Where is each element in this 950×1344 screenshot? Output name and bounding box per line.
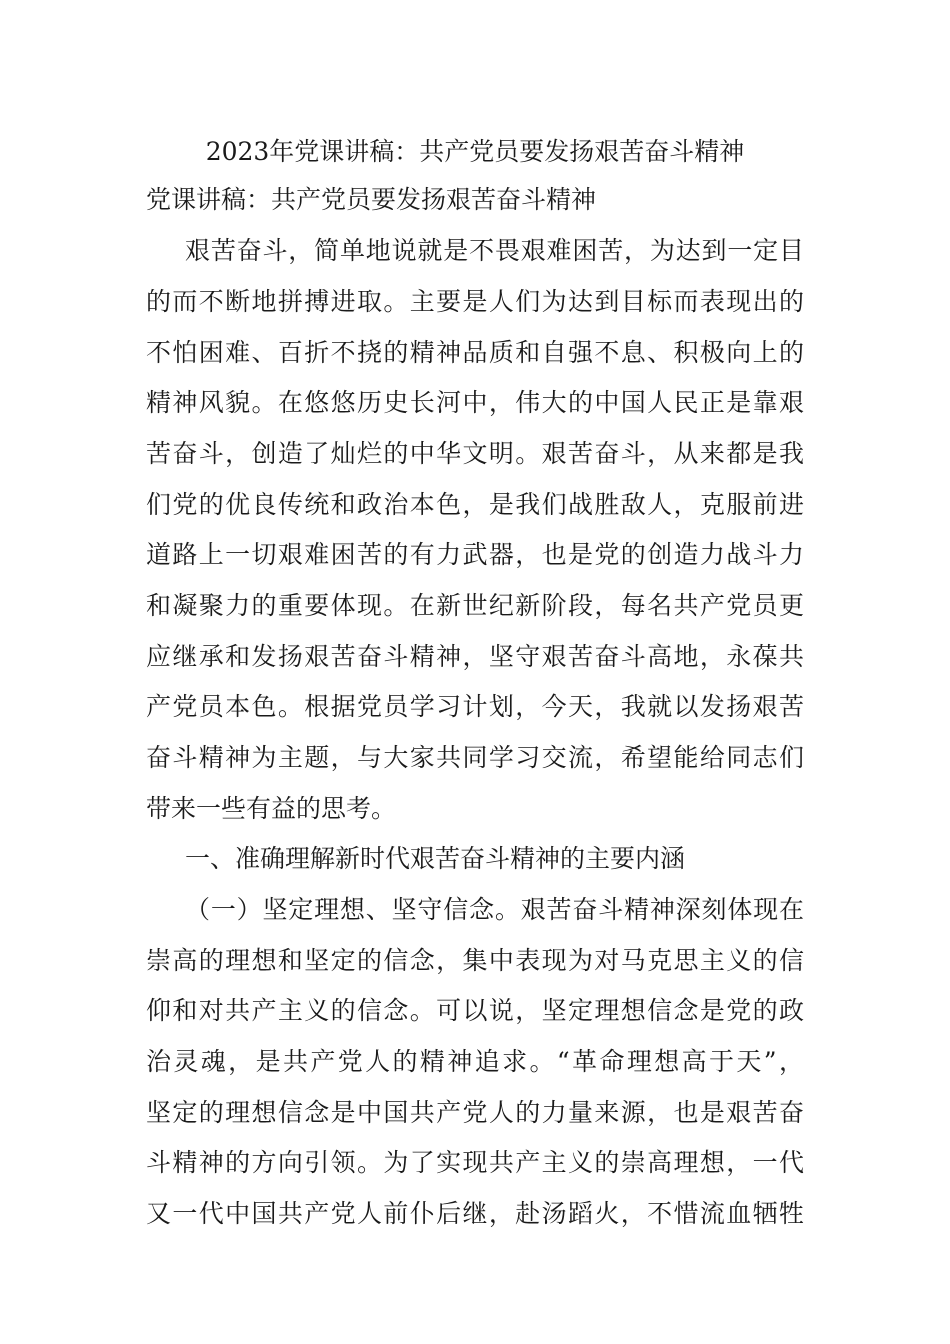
paragraph-line: 仰和对共产主义的信念。可以说，坚定理想信念是党的政 (146, 996, 804, 1025)
paragraph-line: 斗精神的方向引领。为了实现共产主义的崇高理想，一代 (146, 1148, 804, 1177)
paragraph-line: 精神风貌。在悠悠历史长河中，伟大的中国人民正是靠艰 (146, 388, 804, 417)
section-heading: 一、准确理解新时代艰苦奋斗精神的主要内涵 (185, 844, 686, 873)
paragraph-line: 和凝聚力的重要体现。在新世纪新阶段，每名共产党员更 (146, 591, 804, 620)
paragraph-line: 的而不断地拼搏进取。主要是人们为达到目标而表现出的 (146, 287, 804, 316)
paragraph-line: 道路上一切艰难困苦的有力武器，也是党的创造力战斗力 (146, 540, 804, 569)
document-subtitle: 党课讲稿：共产党员要发扬艰苦奋斗精神 (146, 185, 597, 214)
paragraph-line: 治灵魂，是共产党人的精神追求。“革命理想高于天”， (146, 1047, 804, 1076)
paragraph-line: 不怕困难、百折不挠的精神品质和自强不息、积极向上的 (146, 338, 804, 367)
paragraph-line: 崇高的理想和坚定的信念，集中表现为对马克思主义的信 (146, 946, 804, 975)
paragraph-line: 奋斗精神为主题，与大家共同学习交流，希望能给同志们 (146, 743, 804, 772)
paragraph-line: 们党的优良传统和政治本色，是我们战胜敌人，克服前进 (146, 490, 804, 519)
paragraph-line: 带来一些有益的思考。 (146, 794, 397, 823)
paragraph-line: 苦奋斗，创造了灿烂的中华文明。艰苦奋斗，从来都是我 (146, 439, 804, 468)
paragraph-line: 产党员本色。根据党员学习计划，今天，我就以发扬艰苦 (146, 692, 804, 721)
paragraph-line: 应继承和发扬艰苦奋斗精神，坚守艰苦奋斗高地，永葆共 (146, 642, 804, 671)
paragraph-line: 又一代中国共产党人前仆后继，赴汤蹈火，不惜流血牺牲 (146, 1199, 804, 1228)
paragraph-line: 艰苦奋斗，简单地说就是不畏艰难困苦，为达到一定目 (185, 236, 804, 265)
document-title: 2023年党课讲稿：共产党员要发扬艰苦奋斗精神 (205, 137, 745, 166)
paragraph-line: （一）坚定理想、坚守信念。艰苦奋斗精神深刻体现在 (185, 895, 804, 924)
paragraph-line: 坚定的理想信念是中国共产党人的力量来源，也是艰苦奋 (146, 1098, 804, 1127)
